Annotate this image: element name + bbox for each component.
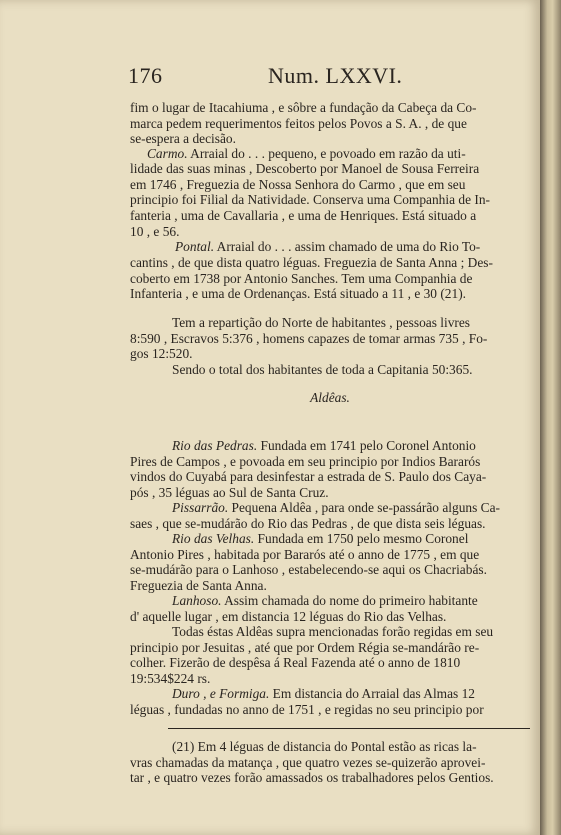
text-line: principio foi Filial da Natividade. Conserva uma Companhia de In-: [130, 192, 490, 207]
page-number: 176: [128, 63, 163, 88]
entry-text: Assim chamada do nome do primeiro habitante: [221, 593, 478, 608]
text-line: Sendo o total dos habitantes de toda a Capitania 50:365.: [172, 362, 473, 377]
text-line: 19:534$224 rs.: [130, 671, 211, 686]
text-line: coberto em 1738 por Antonio Sanches. Tem uma Companhia de: [130, 271, 473, 286]
footnote-line: vras chamadas da matança , que quatro vezes se-quizerão aprovei-: [130, 755, 486, 770]
entry-name: Lanhoso.: [172, 593, 222, 608]
text-line: vindos do Cuyabá para desinfestar a estrada de S. Paulo dos Caya-: [130, 469, 487, 484]
text-line: d' aquelle lugar , em distancia 12 léguas do Rio das Velhas.: [130, 609, 447, 624]
footnote-line: tar , e quatro vezes forão amassados os trabalhadores pelos Gentios.: [130, 770, 494, 785]
text-line-pontal: [175, 239, 480, 255]
entry-name: Rio das Pedras.: [172, 438, 258, 453]
entry-name: Pontal.: [175, 239, 215, 254]
text-line: marca pedem requerimentos feitos pelos Povos a S. A. , de que: [130, 116, 467, 131]
text-line: se-mudárão para o Lanhoso , estabelecendo-se aqui os Chacriabás.: [130, 562, 487, 577]
text-line: em 1746 , Freguezia de Nossa Senhora do Carmo , que em seu: [130, 177, 466, 192]
text-line: Todas éstas Aldêas supra mencionadas forão regidas em seu: [172, 624, 494, 639]
text-line: Pires de Campos , e povoada em seu principio por Indios Bararós: [130, 454, 481, 469]
text-line: colher. Fizerão de despêsa á Real Fazenda até o anno de 1810: [130, 655, 461, 670]
entry-name: Carmo.: [147, 146, 188, 161]
text-line: cantins , de que dista quatro léguas. Freguezia de Santa Anna ; Des-: [130, 255, 493, 270]
text-line: léguas , fundadas no anno de 1751 , e regidas no seu principio por: [130, 702, 484, 717]
text-line: Tem a repartição do Norte de habitantes , pessoas livres: [172, 315, 471, 330]
text-line: Antonio Pires , habitada por Bararós até o anno de 1775 , em que: [130, 547, 480, 562]
text-line-pissarrao: [172, 500, 500, 516]
text-line-duro-formiga: [172, 686, 475, 702]
entry-text: Fundada em 1741 pelo Coronel Antonio: [257, 438, 476, 453]
entry-text: Arraial do . . . pequeno, e povoado em razão da uti-: [187, 146, 466, 161]
text-line: principio por Jesuitas , até que por Ordem Régia se-mandárão re-: [130, 640, 480, 655]
text-line: pós , 35 léguas ao Sul de Santa Cruz.: [130, 485, 329, 500]
text-line: se-espera a decisão.: [130, 131, 236, 146]
footnote-rule: [168, 728, 530, 729]
entry-name: Rio das Velhas.: [172, 531, 255, 546]
footnote-line: (21) Em 4 léguas de distancia do Pontal estão as ricas la-: [172, 739, 477, 754]
text-line: fanteria , uma de Cavallaria , e uma de Henriques. Está situado a: [130, 208, 477, 223]
text-line-rio-das-velhas: [172, 531, 468, 547]
entry-text: Fundada em 1750 pelo mesmo Coronel: [254, 531, 469, 546]
entry-text: Em distancia do Arraial das Almas 12: [269, 686, 475, 701]
text-line-rio-das-pedras: [172, 438, 476, 454]
entry-name: Pissarrão.: [172, 500, 229, 515]
section-heading: Aldêas.: [310, 390, 350, 405]
adjacent-page-edge: [540, 0, 561, 835]
text-line-carmo: [147, 146, 466, 162]
text-line: fim o lugar de Itacahiuma , e sôbre a fundação da Cabeça da Co-: [130, 100, 477, 115]
text-line: Freguezia de Santa Anna.: [130, 578, 267, 593]
entry-text: Pequena Aldêa , para onde se-passárão alguns Ca-: [228, 500, 500, 515]
text-line: saes , que se-mudárão do Rio das Pedras , de que dista seis léguas.: [130, 516, 486, 531]
text-line: 10 , e 56.: [130, 224, 180, 239]
text-line: 8:590 , Escravos 5:376 , homens capazes de tomar armas 735 , Fo-: [130, 331, 488, 346]
text-line: lidade das suas minas , Descoberto por Manoel de Sousa Ferreira: [130, 161, 480, 176]
text-line: Infanteria , e uma de Ordenanças. Está situado a 11 , e 30 (21).: [130, 286, 467, 301]
entry-name: Duro , e Formiga.: [172, 686, 270, 701]
running-title: Num. LXXVI.: [268, 63, 403, 88]
text-line: gos 12:520.: [130, 346, 193, 361]
entry-text: Arraial do . . . assim chamado de uma do Rio To-: [214, 239, 481, 254]
text-line-lanhoso: [172, 593, 478, 609]
